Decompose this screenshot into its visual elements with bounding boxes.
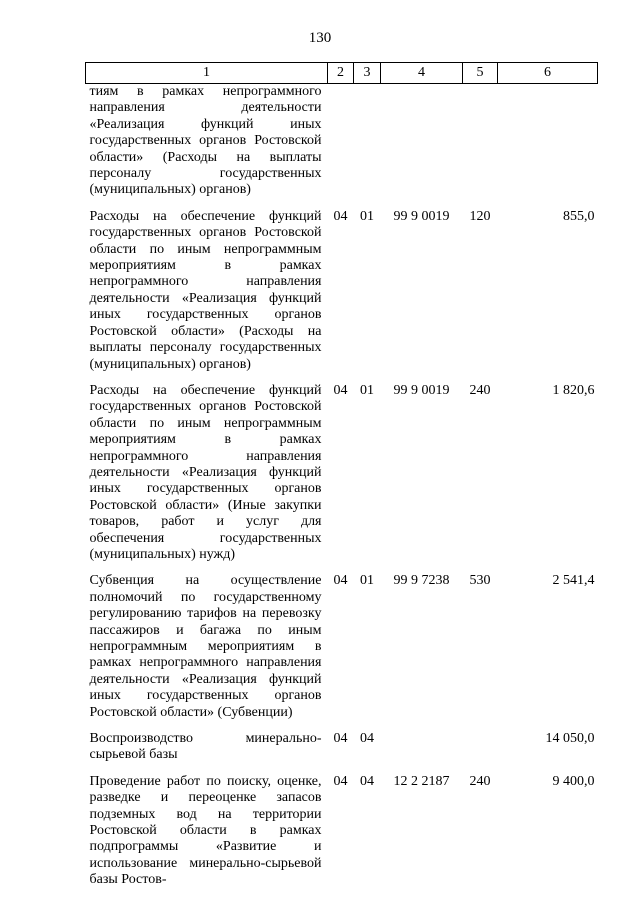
row-subsection: 04 <box>360 773 374 789</box>
row-amount: 2 541,4 <box>552 573 595 589</box>
table-row <box>86 383 598 573</box>
row-expense-type: 240 <box>469 382 491 398</box>
row-subsection: 01 <box>360 208 374 224</box>
row-description: Расходы на обеспечение функций государственных органов Ростовской области по иным непрограммным мероприятиям в рамках непрограммного направления деятельности «Реализация функций иных государственных органов Ростовской области» (Расходы на выплаты персоналу государственных (муниципальных) органов) <box>89 208 322 372</box>
row-amount: 1 820,6 <box>552 382 595 398</box>
row-subsection: 04 <box>360 731 374 747</box>
row-description: Расходы на обеспечение функций государственных органов Ростовской области по иным непрограммным мероприятиям в рамках непрограммного направления деятельности «Реализация функций иных государственных органов Ростовской области» (Иные закупки товаров, работ и услуг для обеспечения государственных (муниципальных) нужд) <box>89 382 322 562</box>
row-amount: 855,0 <box>563 208 595 224</box>
header-col-5: 5 <box>463 63 498 84</box>
table-body <box>86 84 598 889</box>
row-target-article: 12 2 2187 <box>393 773 450 789</box>
row-section: 04 <box>333 573 348 589</box>
header-col-1: 1 <box>86 63 328 84</box>
row-expense-type: 240 <box>469 773 491 789</box>
row-target-article <box>381 731 463 774</box>
header-col-4: 4 <box>381 63 463 84</box>
row-amount: 14 050,0 <box>545 731 595 747</box>
row-subsection: 01 <box>360 573 374 589</box>
row-section: 04 <box>333 382 348 398</box>
row-target-article: 99 9 0019 <box>393 382 450 398</box>
row-expense-type: 530 <box>469 573 491 589</box>
row-expense-type <box>463 84 498 209</box>
row-target-article <box>381 84 463 209</box>
row-amount: 9 400,0 <box>552 773 595 789</box>
table-row <box>86 209 598 383</box>
row-target-article: 99 9 7238 <box>393 573 450 589</box>
row-description: Проведение работ по поиску, оценке, разведке и переоценке запасов подземных вод на территории Ростовской области в рамках подпрограммы «Развитие и использование минерально-сырьевой базы Ростов- <box>89 773 322 888</box>
header-row <box>86 63 598 84</box>
row-section: 04 <box>333 208 348 224</box>
table-header <box>86 63 598 84</box>
page-number: 130 <box>308 30 332 46</box>
row-expense-type <box>463 731 498 774</box>
header-col-3: 3 <box>354 63 381 84</box>
row-section: 04 <box>333 773 348 789</box>
row-description: тиям в рамках непрограммного направления деятельности «Реализация функций иных государственных органов Ростовской области» (Расходы на выплаты персоналу государственных (муниципальных) органов) <box>89 84 322 198</box>
row-subsection: 01 <box>360 382 374 398</box>
row-subsection <box>354 84 381 209</box>
table-row <box>86 774 598 889</box>
header-col-2: 2 <box>328 63 354 84</box>
row-expense-type: 120 <box>469 208 491 224</box>
table-row <box>86 731 598 774</box>
row-description: Воспроизводство минерально-сырьевой базы <box>89 731 322 763</box>
budget-table <box>85 62 598 889</box>
row-target-article: 99 9 0019 <box>393 208 450 224</box>
row-description: Субвенция на осуществление полномочий по государственному регулированию тарифов на перевозку пассажиров и багажа по иным непрограммным мероприятиям в рамках непрограммного направления деятельности «Реализация функций иных государственных органов Ростовской области» (Субвенции) <box>89 573 322 720</box>
table-row <box>86 573 598 731</box>
row-section: 04 <box>333 731 348 747</box>
table-row <box>86 84 598 209</box>
row-section <box>328 84 354 209</box>
header-col-6: 6 <box>498 63 598 84</box>
row-amount <box>498 84 598 209</box>
